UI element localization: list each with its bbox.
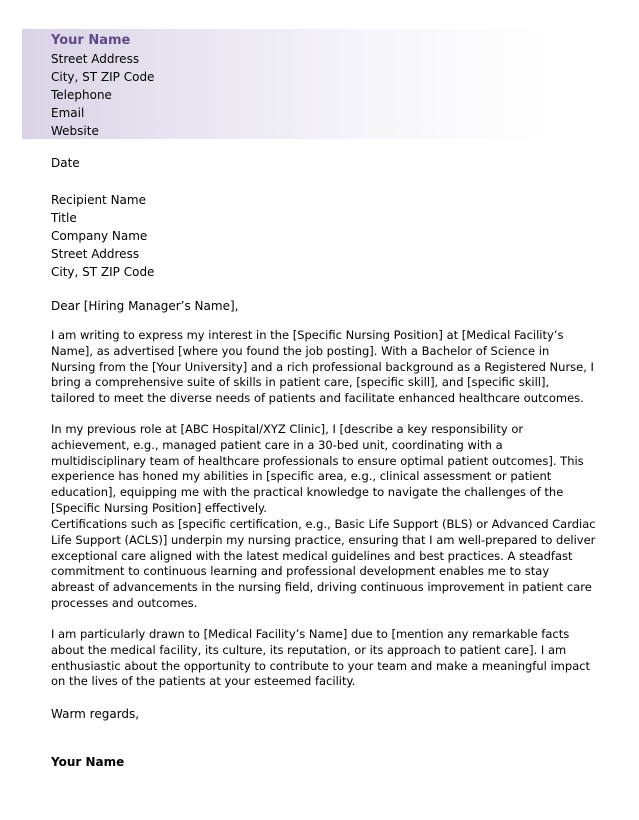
signature-block: [51, 753, 596, 771]
body-paragraph-4-block: [51, 627, 596, 690]
recipient-title: Title: [51, 211, 77, 225]
signature-name: Your Name: [51, 755, 125, 769]
recipient-name: Recipient Name: [51, 193, 146, 207]
sender-street: Street Address: [51, 52, 140, 66]
closing-block: [51, 705, 596, 723]
sender-name: Your Name: [51, 33, 131, 48]
sender-city: City, ST ZIP Code: [51, 70, 155, 84]
body-paragraph-2-block: [51, 422, 596, 517]
body-paragraph: Certifications such as [specific certification, e.g., Basic Life Support (BLS) or Advanced Cardiac Life Support (ACLS)] underpin my nursing practice, ensuring that I am well-prepared to deliver exceptional care aligned with the latest medical guidelines and best practices. A steadfast commitment to continuous learning and professional development enables me to stay abreast of advancements in the nursing field, driving continuous improvement in patient care processes and outcomes.: [51, 517, 596, 610]
recipient-block: [51, 191, 596, 281]
closing: Warm regards,: [51, 707, 140, 721]
recipient-company: Company Name: [51, 229, 148, 243]
body-paragraph: I am particularly drawn to [Medical Facility’s Name] due to [mention any remarkable facts about the medical facility, its culture, its reputation, or its approach to patient care]. I am enthusiastic about the opportunity to contribute to your team and make a meaningful impact on the lives of the patients at your esteemed facility.: [51, 627, 591, 689]
sender-block: [51, 31, 154, 140]
recipient-street: Street Address: [51, 247, 140, 261]
sender-website: Website: [51, 124, 99, 138]
body-paragraph-1-block: [51, 328, 596, 407]
salutation: Dear [Hiring Manager’s Name],: [51, 299, 239, 313]
letter-date: Date: [51, 156, 80, 170]
date-block: [51, 154, 596, 172]
salutation-block: [51, 297, 596, 315]
sender-telephone: Telephone: [51, 88, 112, 102]
sender-email: Email: [51, 106, 85, 120]
body-paragraph: I am writing to express my interest in the [Specific Nursing Position] at [Medical Facility’s Name], as advertised [where you found the job posting]. With a Bachelor of Science in Nursing from the [Your University] and a rich professional background as a Registered Nurse, I bring a comprehensive suite of skills in patient care, [specific skill], and [specific skill], tailored to meet the diverse needs of patients and facilitate enhanced healthcare outcomes.: [51, 328, 594, 406]
body-paragraph-3-block: [51, 517, 596, 612]
recipient-city: City, ST ZIP Code: [51, 265, 155, 279]
body-paragraph: In my previous role at [ABC Hospital/XYZ Clinic], I [describe a key responsibility or achievement, e.g., managed patient care in a 30-bed unit, coordinating with a multidisciplinary team of healthcare professionals to ensure optimal patient outcomes]. This experience has honed my abilities in [specific area, e.g., clinical assessment or patient education], equipping me with the practical knowledge to navigate the challenges of the [Specific Nursing Position] effectively.: [51, 422, 584, 515]
